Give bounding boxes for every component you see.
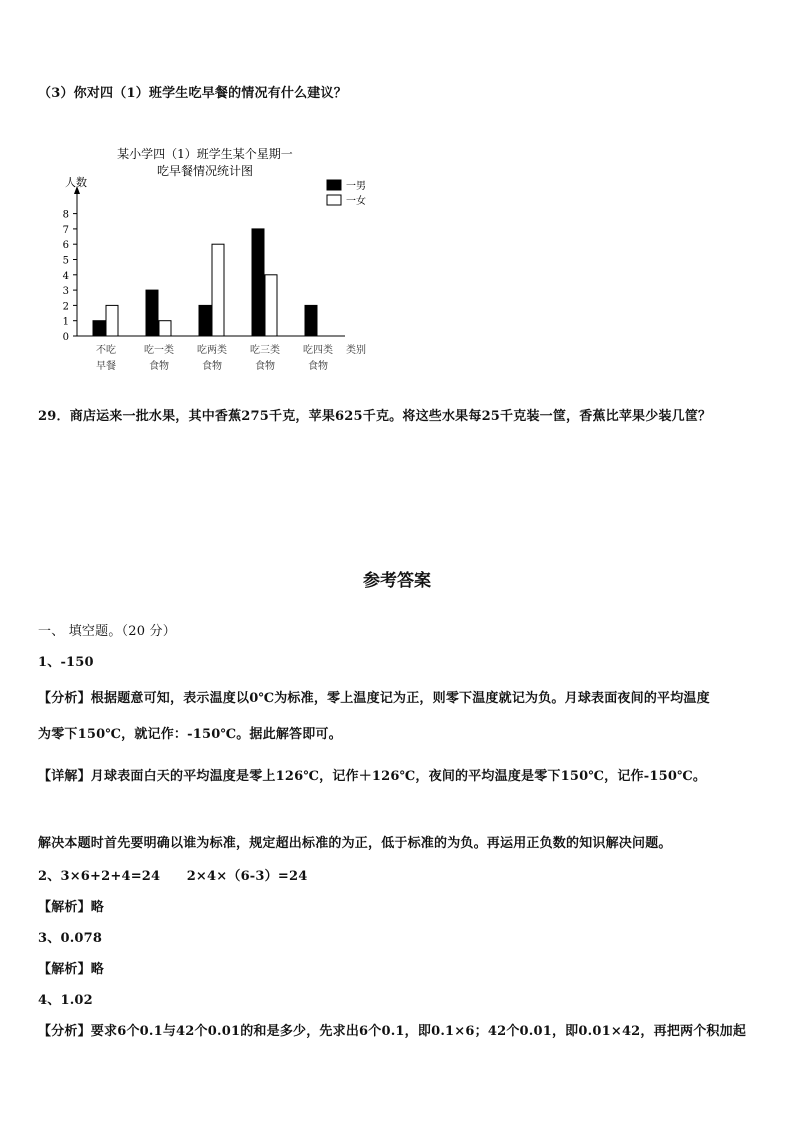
x-tick-label: 吃三类	[250, 345, 280, 356]
y-tick-label: 0	[62, 332, 69, 343]
legend-label: 一男	[346, 181, 366, 192]
answer-3-analysis: 【解析】略	[38, 962, 105, 977]
answer-1-detail: 【详解】月球表面白天的平均温度是零上126℃，记作＋126℃，夜间的平均温度是零下150℃，记作-150℃。	[38, 769, 707, 784]
chart-title-line: 某小学四（1）班学生某个星期一	[117, 147, 293, 161]
answer-2: 2、3×6+2+4=24 2×4×（6-3）=24	[38, 869, 308, 884]
section-1-heading: 一、 填空题。（20 分）	[38, 624, 176, 639]
x-tick-label: 食物	[149, 361, 169, 372]
x-tick-label: 吃四类	[303, 345, 333, 356]
y-tick-label: 1	[62, 316, 69, 328]
answer-3: 3、0.078	[38, 931, 103, 946]
bar-girls	[106, 305, 118, 336]
x-tick-label: 食物	[255, 361, 275, 372]
legend-swatch	[327, 195, 341, 205]
answer-1-analysis-2: 为零下150℃，就记作：-150℃。据此解答即可。	[38, 727, 342, 742]
answer-4-analysis: 【分析】要求6个0.1与42个0.01的和是多少，先求出6个0.1，即0.1×6；42个0.01，即0.01×42，再把两个积加起	[38, 1024, 747, 1039]
x-tick-label: 早餐	[96, 361, 116, 372]
y-tick-label: 8	[62, 209, 69, 221]
y-tick-label: 2	[62, 301, 69, 313]
question-3: （3）你对四（1）班学生吃早餐的情况有什么建议？	[38, 86, 347, 101]
bar-boys	[93, 321, 105, 336]
y-tick-label: 7	[62, 224, 69, 236]
x-tick-label: 吃两类	[197, 345, 227, 356]
legend-swatch	[327, 180, 341, 190]
bar-girls	[159, 321, 171, 336]
answer-2-analysis: 【解析】略	[38, 900, 105, 915]
answer-4: 4、1.02	[38, 993, 93, 1008]
answer-1-analysis-1: 【分析】根据题意可知，表示温度以0℃为标准，零上温度记为正，则零下温度就记为负。月球表面夜间的平均温度	[38, 691, 710, 706]
x-tick-label: 食物	[308, 361, 328, 372]
question-29: 29．商店运来一批水果，其中香蕉275千克，苹果625千克。将这些水果每25千克装一筐，香蕉比苹果少装几筐？	[38, 409, 712, 424]
y-tick-label: 6	[62, 240, 69, 252]
bar-boys	[252, 229, 264, 336]
bar-boys	[199, 305, 211, 336]
legend-label: 一女	[346, 196, 366, 207]
bar-girls	[265, 275, 277, 336]
y-tick-label: 5	[62, 255, 69, 267]
x-axis-label: 类别	[346, 345, 366, 356]
x-tick-label: 不吃	[96, 345, 116, 356]
x-tick-label: 吃一类	[144, 345, 174, 356]
y-axis-label: 人数	[65, 176, 87, 189]
answer-title: 参考答案	[363, 571, 431, 591]
bar-boys	[146, 290, 158, 336]
y-tick-label: 4	[62, 270, 69, 282]
answer-1-note: 解决本题时首先要明确以谁为标准，规定超出标准的为正，低于标准的为负。再运用正负数的知识解决问题。	[38, 836, 672, 851]
bar-girls	[212, 244, 224, 336]
breakfast-bar-chart	[55, 140, 385, 385]
y-tick-label: 3	[62, 286, 69, 298]
answer-1: 1、-150	[38, 655, 94, 670]
x-tick-label: 食物	[202, 361, 222, 372]
bar-boys	[305, 305, 317, 336]
chart-title-line: 吃早餐情况统计图	[156, 164, 254, 178]
